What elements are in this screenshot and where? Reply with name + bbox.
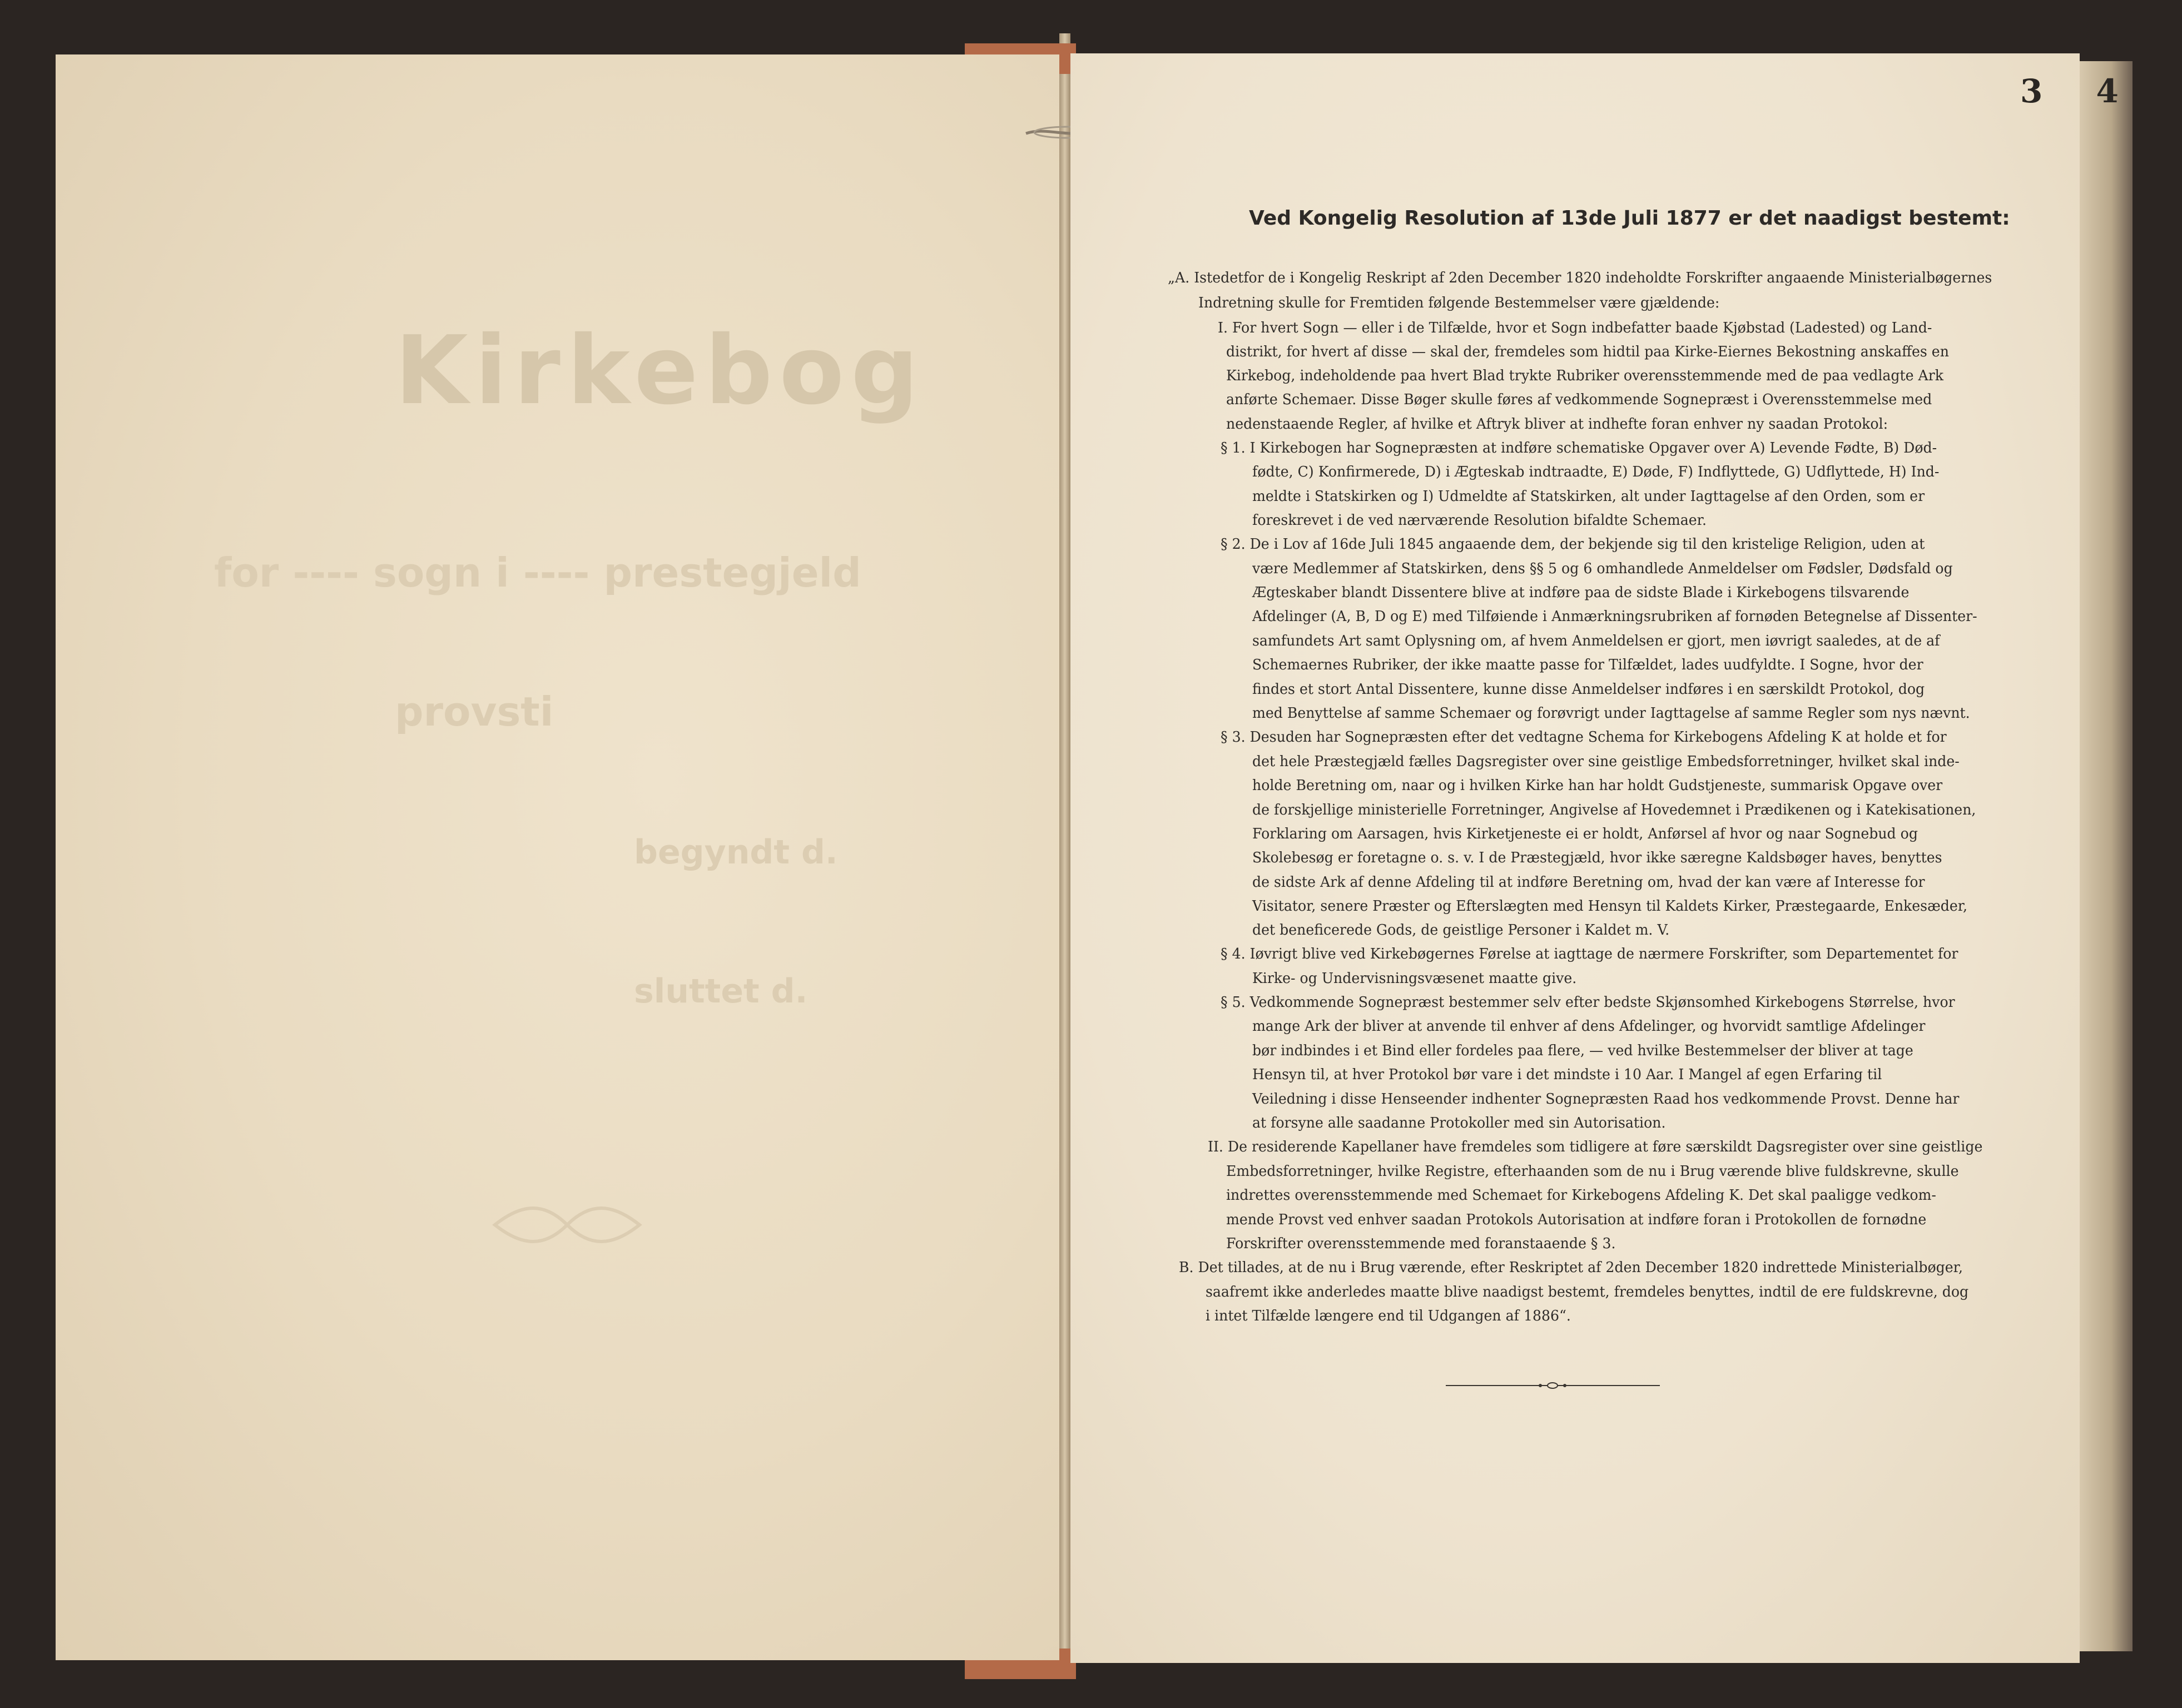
text-line: § 2. De i Lov af 16de Juli 1845 angaaende dem, der bekjende sig til den kristelige Religion, uden at xyxy=(1221,535,1925,553)
text-line: samfundets Art samt Oplysning om, af hvem Anmeldelsen er gjort, men iøvrigt saaledes, at de af xyxy=(1252,632,1940,649)
text-line: Forskrifter overensstemmende med foranstaaende § 3. xyxy=(1226,1235,1616,1252)
text-line: være Medlemmer af Statskirken, dens §§ 5 og 6 omhandlede Anmeldelser om Fødsler, Dødsfald og xyxy=(1252,560,1953,577)
text-line: § 3. Desuden har Sognepræsten efter det vedtagne Schema for Kirkebogens Afdeling K at holde et for xyxy=(1221,728,1947,746)
text-line: bør indbindes i et Bind eller fordeles paa flere, — ved hvilke Bestemmelser der bliver at tage xyxy=(1252,1042,1913,1059)
text-line: meldte i Statskirken og I) Udmeldte af Statskirken, alt under Iagttagelse af den Orden, som er xyxy=(1252,488,1925,505)
left-page-line-4: sluttet d. xyxy=(634,972,808,1011)
text-line: Indretning skulle for Fremtiden følgende Bestemmelser være gjældende: xyxy=(1198,294,1720,311)
left-page xyxy=(56,54,1059,1660)
text-line: foreskrevet i de ved nærværende Resolution bifaldte Schemaer. xyxy=(1252,512,1707,529)
left-page-title: Kirkebog xyxy=(395,316,925,426)
text-line: Schemaernes Rubriker, der ikke maatte passe for Tilfældet, lades uudfyldte. I Sogne, hvor der xyxy=(1252,656,1923,673)
resolution-heading: Ved Kongelig Resolution af 13de Juli 1877 er det naadigst bestemt: xyxy=(1249,207,2010,230)
text-line: Hensyn til, at hver Protokol bør vare i det mindste i 10 Aar. I Mangel af egen Erfaring til xyxy=(1252,1066,1882,1083)
text-line: distrikt, for hvert af disse — skal der, fremdeles som hidtil paa Kirke-Eiernes Bekostning anskaffes en xyxy=(1226,343,1949,360)
text-line: de forskjellige ministerielle Forretninger, Angivelse af Hovedemnet i Prædikenen og i Katekisationen, xyxy=(1252,801,1976,818)
text-line: § 4. Iøvrigt blive ved Kirkebøgernes Førelse at iagttage de nærmere Forskrifter, som Departementet for xyxy=(1221,945,1958,962)
text-line: Forklaring om Aarsagen, hvis Kirketjeneste ei er holdt, Anførsel af hvor og naar Sognebud og xyxy=(1252,825,1918,842)
text-line: med Benyttelse af samme Schemaer og forøvrigt under Iagttagelse af samme Regler som nys nævnt. xyxy=(1252,704,1970,722)
left-page-line-2: provsti xyxy=(395,688,554,735)
text-line: fødte, C) Konfirmerede, D) i Ægteskab indtraadte, E) Døde, F) Indflyttede, G) Udflyttede, H) Ind- xyxy=(1252,463,1940,480)
left-page-line-3: begyndt d. xyxy=(634,833,838,872)
text-line: mende Provst ved enhver saadan Protokols Autorisation at indføre foran i Protokollen de fornødne xyxy=(1226,1211,1927,1228)
text-line: Afdelinger (A, B, D og E) med Tilføiende i Anmærkningsrubriken af fornøden Betegnelse af Dissenter- xyxy=(1252,608,1977,625)
text-line: Kirkebog, indeholdende paa hvert Blad trykte Rubriker overensstemmende med de paa vedlagte Ark xyxy=(1226,367,1943,384)
text-line: Embedsforretninger, hvilke Registre, efterhaanden som de nu i Brug værende blive fuldskrevne, skulle xyxy=(1226,1163,1959,1180)
text-line: indrettes overensstemmende med Schemaet for Kirkebogens Afdeling K. Det skal paaligge vedkom- xyxy=(1226,1186,1936,1204)
text-line: i intet Tilfælde længere end til Udgangen af 1886“. xyxy=(1206,1307,1571,1324)
text-line: § 1. I Kirkebogen har Sognepræsten at indføre schematiske Opgaver over A) Levende Fødte, B) Død- xyxy=(1221,439,1937,456)
text-line: findes et stort Antal Dissentere, kunne disse Anmeldelser indføres i en særskildt Protokol, dog xyxy=(1252,681,1925,698)
text-line: det hele Præstegjæld fælles Dagsregister over sine geistlige Embedsforretninger, hvilket skal inde- xyxy=(1252,753,1960,770)
text-line: Skolebesøg er foretagne o. s. v. I de Præstegjæld, hvor ikke særegne Kaldsbøger haves, benyttes xyxy=(1252,849,1942,866)
text-line: de sidste Ark af denne Afdeling til at indføre Beretning om, hvad der kan være af Interesse for xyxy=(1252,873,1925,891)
divider-ornament-icon xyxy=(1446,1380,1660,1391)
text-line: det beneficerede Gods, de geistlige Personer i Kaldet m. V. xyxy=(1252,921,1670,939)
text-line: Ægteskaber blandt Dissentere blive at indføre paa de sidste Blade i Kirkebogens tilsvarende xyxy=(1252,584,1910,601)
text-line: II. De residerende Kapellaner have fremdeles som tidligere at føre særskildt Dagsregister over sine geistlige xyxy=(1208,1138,1983,1155)
text-line: mange Ark der bliver at anvende til enhver af dens Afdelinger, og hvorvidt samtlige Afdelinger xyxy=(1252,1017,1926,1035)
text-line: I. For hvert Sogn — eller i de Tilfælde, hvor et Sogn indbefatter baade Kjøbstad (Ladested) og Land- xyxy=(1218,319,1932,336)
book-spine xyxy=(1059,33,1070,1679)
left-page-line-1: for ---- sogn i ---- prestegjeld xyxy=(214,549,861,596)
text-line: saafremt ikke anderledes maatte blive naadigst bestemt, fremdeles benyttes, indtil de ere fuldskrevne, dog xyxy=(1206,1283,1969,1300)
page-number: 3 4 xyxy=(2020,72,2140,110)
text-line: Veiledning i disse Henseender indhenter Sognepræsten Raad hos vedkommende Provst. Denne har xyxy=(1252,1090,1960,1108)
text-line: at forsyne alle saadanne Protokoller med sin Autorisation. xyxy=(1252,1114,1666,1131)
page-edges xyxy=(2080,61,2133,1651)
text-line: anførte Schemaer. Disse Bøger skulle føres af vedkommende Sognepræst i Overensstemmelse med xyxy=(1226,391,1932,408)
text-line: nedenstaaende Regler, af hvilke et Aftryk bliver at indhefte foran enhver ny saadan Protokol: xyxy=(1226,415,1888,433)
text-line: holde Beretning om, naar og i hvilken Kirke han har holdt Gudstjeneste, summarisk Opgave over xyxy=(1252,777,1943,794)
text-line: Visitator, senere Præster og Efterslægten med Hensyn til Kaldets Kirker, Præstegaarde, Enkesæder, xyxy=(1252,897,1968,915)
text-line: § 5. Vedkommende Sognepræst bestemmer selv efter bedste Skjønsomhed Kirkebogens Størrelse, hvor xyxy=(1221,994,1955,1011)
text-line: Kirke- og Undervisningsvæsenet maatte give. xyxy=(1252,970,1577,987)
text-line: B. Det tillades, at de nu i Brug værende, efter Reskriptet af 2den December 1820 indrettede Ministerialbøger, xyxy=(1179,1259,1963,1276)
text-line: „A. Istedetfor de i Kongelig Reskript af 2den December 1820 indeholdte Forskrifter angaaende Ministerialbøgernes xyxy=(1168,269,1992,286)
faded-ornament-icon xyxy=(489,1200,645,1250)
